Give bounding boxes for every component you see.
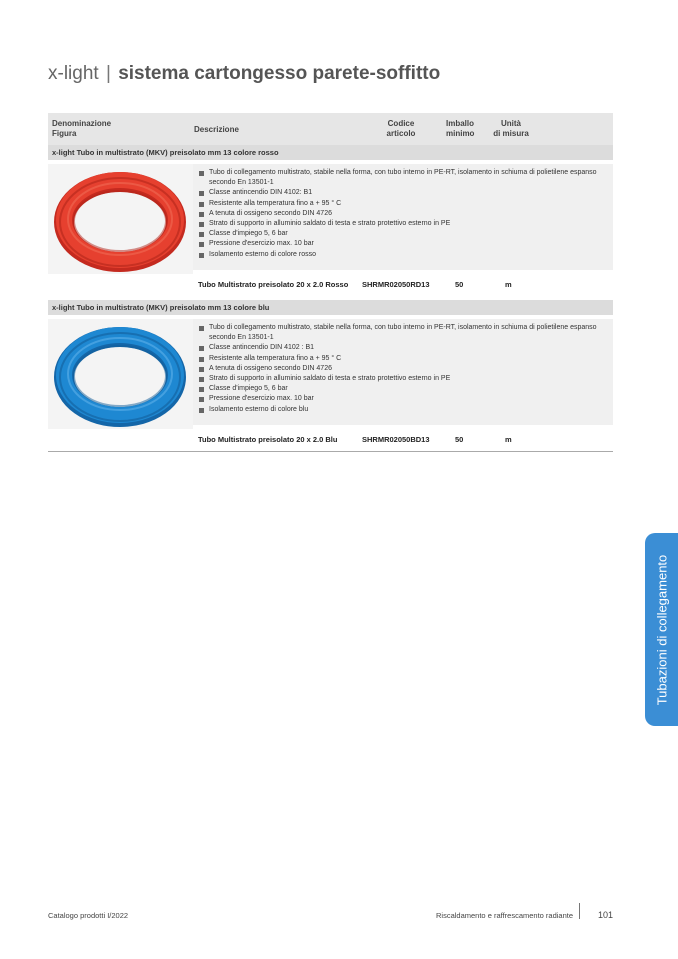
product-qty: 50	[455, 435, 464, 444]
description-red	[193, 164, 613, 270]
col-imballo	[446, 119, 476, 139]
col-unita-label-1: Unità	[501, 119, 521, 128]
product-name: Tubo Multistrato preisolato 20 x 2.0 Blu	[198, 435, 338, 444]
bullet-item: Isolamento esterno di colore rosso	[199, 250, 607, 260]
col-unita	[491, 119, 531, 139]
footer-section-title: Riscaldamento e raffrescamento radiante	[436, 911, 574, 920]
bullet-item: Tubo di collegamento multistrato, stabile nella forma, con tubo interno in PE-RT, isolamento in schiuma di polietilene espanso	[199, 168, 607, 178]
description-blue	[193, 319, 613, 425]
col-unita-label-2: di misura	[493, 129, 529, 138]
footer-divider	[579, 903, 580, 919]
section-body-blue	[48, 315, 613, 425]
product-unit: m	[505, 435, 512, 444]
col-imballo-label-1: Imballo	[446, 119, 475, 128]
section-body-red	[48, 160, 613, 270]
product-qty: 50	[455, 280, 464, 289]
pipe-coil-blue-icon	[48, 319, 193, 429]
col-codice-label-1: Codice	[387, 119, 415, 128]
bullet-item: A tenuta di ossigeno secondo DIN 4726	[199, 364, 607, 374]
col-descrizione: Descrizione	[194, 125, 239, 134]
col-figura-label: Figura	[52, 129, 77, 138]
bullet-item: Resistente alla temperatura fino a + 95 ° C	[199, 199, 607, 209]
bullet-list-blue	[199, 323, 607, 415]
bullet-item: Tubo di collegamento multistrato, stabile nella forma, con tubo interno in PE-RT, isolamento in schiuma di polietilene espanso	[199, 323, 607, 333]
bullet-item: Isolamento esterno di colore blu	[199, 405, 607, 415]
bullet-item: Resistente alla temperatura fino a + 95 ° C	[199, 354, 607, 364]
bullet-item: Classe antincendio DIN 4102 : B1	[199, 343, 607, 353]
bullet-item: Classe d'impiego 5, 6 bar	[199, 229, 607, 239]
title-separator: |	[105, 63, 111, 84]
product-code: SHRMR02050RD13	[362, 280, 430, 289]
col-denominazione	[52, 119, 111, 139]
product-table	[48, 113, 613, 452]
bullet-item: Strato di supporto in alluminio saldato di testa e strato protettivo esterno in PE	[199, 374, 607, 384]
product-row-red	[48, 270, 613, 294]
pipe-coil-red-icon	[48, 164, 193, 274]
bullet-item: Pressione d'esercizio max. 10 bar	[199, 239, 607, 249]
bullet-item-continuation: secondo En 13501-1	[209, 334, 274, 342]
bullet-item: Classe antincendio DIN 4102: B1	[199, 188, 607, 198]
table-end-divider	[48, 451, 613, 452]
col-denominazione-label: Denominazione	[52, 119, 112, 128]
footer-catalog: Catalogo prodotti I/2022	[48, 911, 129, 920]
bullet-list-red	[199, 168, 607, 260]
product-row-blue	[48, 425, 613, 449]
product-unit: m	[505, 280, 512, 289]
col-codice	[381, 119, 421, 139]
title-brand: x-light	[48, 63, 99, 84]
bullet-item: Classe d'impiego 5, 6 bar	[199, 384, 607, 394]
page-title	[48, 63, 440, 85]
pipe-image-blue	[48, 319, 193, 429]
section-heading-blue: x-light Tubo in multistrato (MKV) preisolato mm 13 colore blu	[48, 300, 613, 315]
bullet-item: Pressione d'esercizio max. 10 bar	[199, 394, 607, 404]
col-imballo-label-2: minimo	[446, 129, 475, 138]
product-code: SHRMR02050BD13	[362, 435, 430, 444]
title-system: sistema cartongesso parete-soffitto	[118, 63, 441, 84]
bullet-item-continuation: secondo En 13501-1	[209, 179, 274, 187]
side-tab-label: Tubazioni di collegamento	[654, 554, 669, 705]
bullet-item: Strato di supporto in alluminio saldato di testa e strato protettivo esterno in PE	[199, 219, 607, 229]
side-tab-section[interactable]	[645, 533, 678, 726]
col-codice-label-2: articolo	[386, 129, 416, 138]
pipe-image-red	[48, 164, 193, 274]
page-number: 101	[598, 910, 614, 920]
bullet-item: A tenuta di ossigeno secondo DIN 4726	[199, 209, 607, 219]
product-name: Tubo Multistrato preisolato 20 x 2.0 Rosso	[198, 280, 349, 289]
section-heading-red: x-light Tubo in multistrato (MKV) preisolato mm 13 colore rosso	[48, 145, 613, 160]
table-header	[48, 113, 613, 145]
